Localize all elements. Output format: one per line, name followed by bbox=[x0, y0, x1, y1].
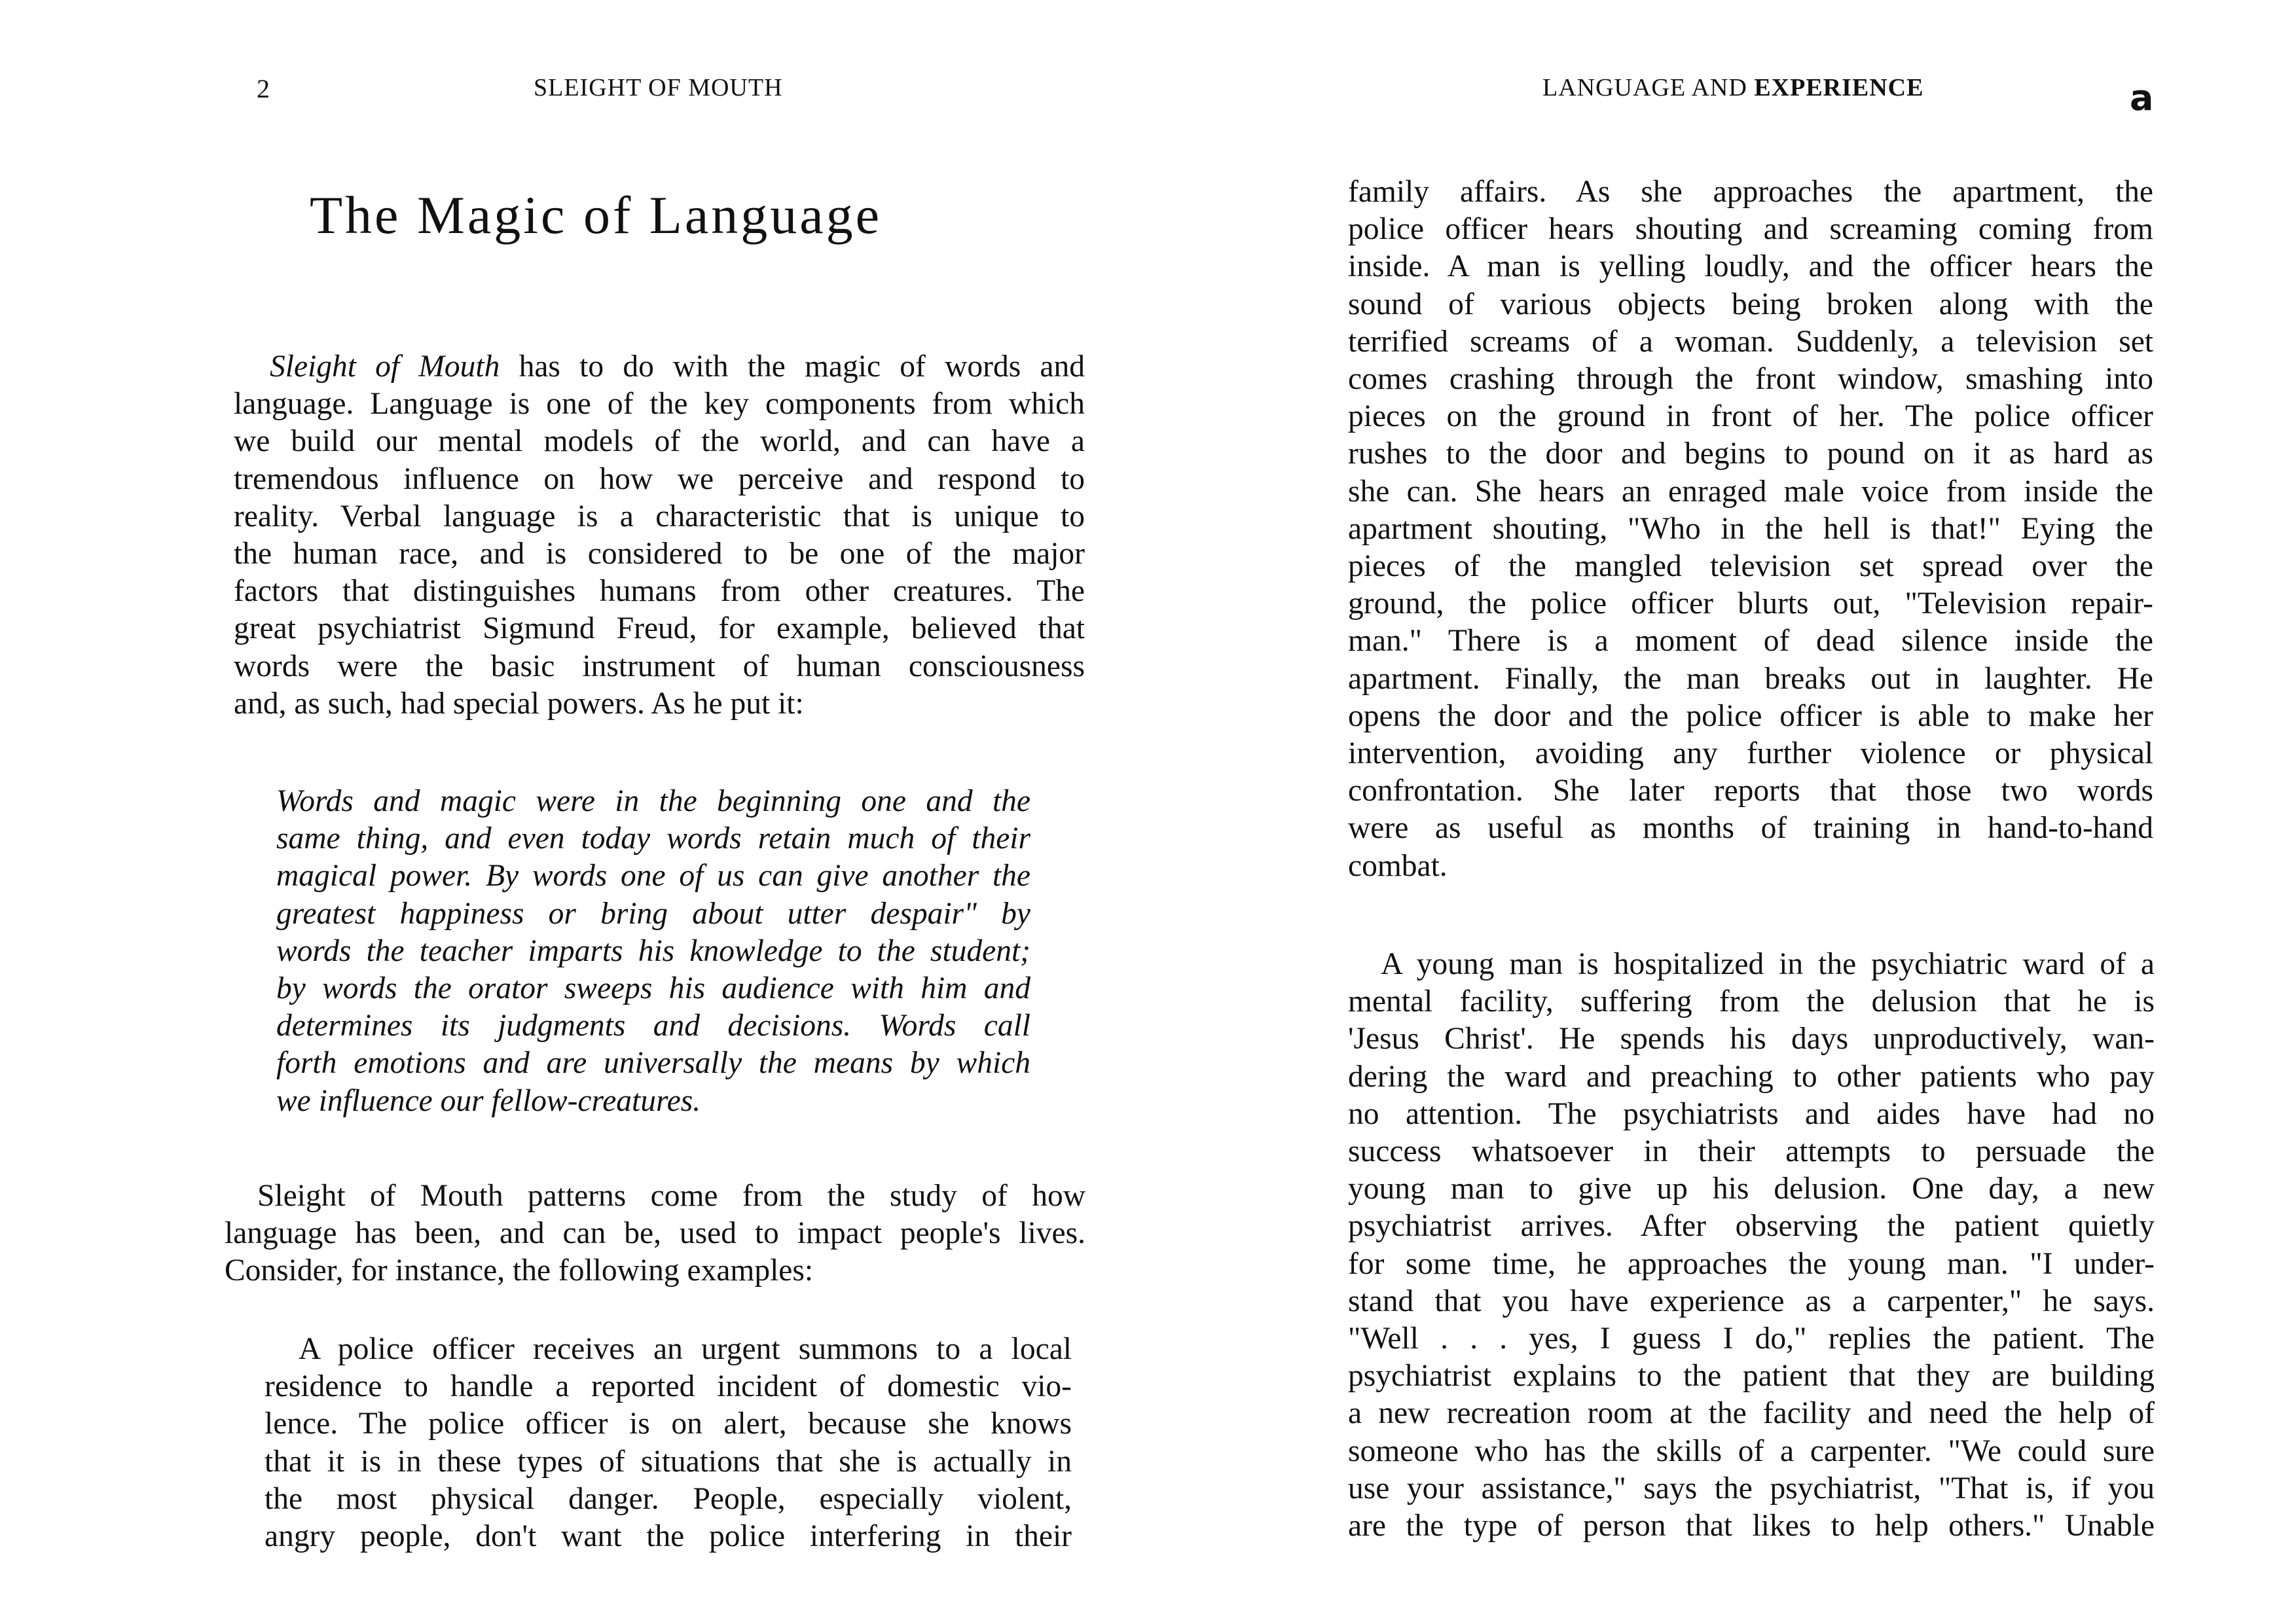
young-line: stand that you have experience as a carpenter," he says. bbox=[1348, 1284, 2155, 1318]
intro-line: the human race, and is considered to be one of the major bbox=[234, 537, 1085, 571]
sleight-line: Sleight of Mouth patterns come from the study of how bbox=[257, 1179, 1085, 1213]
intro-line: and, as such, had special powers. As he put it: bbox=[234, 686, 804, 721]
young-line: use your assistance," says the psychiatrist, "That is, if you bbox=[1348, 1471, 2155, 1505]
police-paragraph bbox=[264, 1331, 1072, 1555]
sleight-paragraph bbox=[225, 1178, 1085, 1290]
police-line: lence. The police officer is on alert, because she knows bbox=[264, 1407, 1072, 1441]
intro-paragraph bbox=[234, 348, 1085, 723]
intro-line: reality. Verbal language is a characteristic that is unique to bbox=[234, 499, 1085, 533]
running-head-right bbox=[1542, 73, 1923, 102]
intro-line bbox=[234, 348, 1085, 386]
page-number-left: 2 bbox=[257, 74, 270, 103]
young-line: young man to give up his delusion. One day, a new bbox=[1348, 1172, 2155, 1206]
intro-line: words were the basic instrument of human consciousness bbox=[234, 649, 1085, 683]
running-head-left: SLEIGHT OF MOUTH bbox=[534, 74, 783, 101]
intro-line: language. Language is one of the key components from which bbox=[234, 387, 1085, 422]
young-line: are the type of person that likes to help others." Unable bbox=[1348, 1509, 2155, 1543]
police-cont-line: comes crashing through the front window, smashing into bbox=[1348, 362, 2153, 397]
police-cont-line: rushes to the door and begins to pound on it as hard as bbox=[1348, 437, 2153, 471]
young-line: a new recreation room at the facility and need the help of bbox=[1348, 1396, 2155, 1431]
police-cont-line: sound of various objects being broken along with the bbox=[1348, 287, 2153, 321]
police-line: residence to handle a reported incident of domestic vio- bbox=[264, 1369, 1072, 1404]
police-cont-line: inside. A man is yelling loudly, and the officer hears the bbox=[1348, 249, 2153, 284]
quote-line: forth emotions and are universally the means by which bbox=[276, 1046, 1030, 1081]
police-cont-line: apartment shouting, "Who in the hell is that!" Eying the bbox=[1348, 511, 2153, 546]
quote-line: Words and magic were in the beginning one and the bbox=[276, 784, 1030, 818]
police-cont-line: opens the door and the police officer is able to make her bbox=[1348, 698, 2153, 733]
police-cont-line: family affairs. As she approaches the apartment, the bbox=[1348, 175, 2153, 209]
police-cont-line: man." There is a moment of dead silence inside the bbox=[1348, 624, 2153, 658]
young-line: mental facility, suffering from the delusion that he is bbox=[1348, 984, 2155, 1019]
sleight-line: language has been, and can be, used to impact people's lives. bbox=[225, 1216, 1085, 1251]
police-line: A police officer receives an urgent summons to a local bbox=[299, 1332, 1072, 1366]
freud-quote bbox=[276, 783, 1030, 1120]
young-man-paragraph bbox=[1348, 946, 2155, 1545]
running-head-bold: EXPERIENCE bbox=[1754, 74, 1924, 101]
young-line: dering the ward and preaching to other patients who pay bbox=[1348, 1059, 2155, 1094]
quote-line: by words the orator sweeps his audience with him and bbox=[276, 971, 1030, 1006]
young-line: for some time, he approaches the young man. "I under- bbox=[1348, 1246, 2155, 1281]
police-cont-line: combat. bbox=[1348, 848, 1448, 883]
quote-line: we influence our fellow-creatures. bbox=[276, 1083, 701, 1118]
quote-line: magical power. By words one of us can give another the bbox=[276, 859, 1030, 893]
police-line: angry people, don't want the police interfering in their bbox=[264, 1519, 1072, 1554]
police-cont-line: pieces of the mangled television set spread over the bbox=[1348, 549, 2153, 584]
page-number-right: a bbox=[2130, 77, 2154, 118]
police-cont-line: were as useful as months of training in hand-to-hand bbox=[1348, 811, 2153, 846]
police-cont-line: apartment. Finally, the man breaks out in laughter. He bbox=[1348, 661, 2153, 696]
quote-line: words the teacher imparts his knowledge to the student; bbox=[276, 933, 1030, 968]
chapter-title: The Magic of Language bbox=[309, 185, 883, 245]
young-line: 'Jesus Christ'. He spends his days unproductively, wan- bbox=[1348, 1022, 2155, 1056]
police-cont-line: pieces on the ground in front of her. The police officer bbox=[1348, 399, 2153, 434]
police-cont-line: confrontation. She later reports that those two words bbox=[1348, 774, 2153, 808]
young-line: success whatsoever in their attempts to persuade the bbox=[1348, 1134, 2155, 1169]
book-title-italic: Sleight of Mouth bbox=[270, 350, 500, 384]
police-line: the most physical danger. People, especially violent, bbox=[264, 1481, 1072, 1516]
young-line: A young man is hospitalized in the psychiatric ward of a bbox=[1381, 947, 2155, 981]
quote-line: greatest happiness or bring about utter despair" by bbox=[276, 896, 1030, 931]
intro-line: we build our mental models of the world, and can have a bbox=[234, 424, 1085, 459]
police-cont-line: ground, the police officer blurts out, "Television repair- bbox=[1348, 586, 2153, 621]
police-cont-line: she can. She hears an enraged male voice from inside the bbox=[1348, 474, 2153, 509]
intro-line: factors that distinguishes humans from other creatures. The bbox=[234, 574, 1085, 609]
police-cont-line: intervention, avoiding any further violence or physical bbox=[1348, 736, 2153, 771]
right-page bbox=[1148, 0, 2296, 1622]
quote-line: determines its judgments and decisions. Words call bbox=[276, 1009, 1030, 1043]
young-line: someone who has the skills of a carpenter. "We could sure bbox=[1348, 1433, 2155, 1468]
intro-line: great psychiatrist Sigmund Freud, for example, believed that bbox=[234, 611, 1085, 646]
police-cont-line: terrified screams of a woman. Suddenly, a television set bbox=[1348, 324, 2153, 359]
intro-line: tremendous influence on how we perceive and respond to bbox=[234, 461, 1085, 496]
police-line: that it is in these types of situations that she is actually in bbox=[264, 1444, 1072, 1479]
sleight-line: Consider, for instance, the following examples: bbox=[225, 1253, 814, 1288]
intro-line-text: has to do with the magic of words and bbox=[500, 350, 1085, 384]
young-line: psychiatrist arrives. After observing the patient quietly bbox=[1348, 1209, 2155, 1244]
young-line: no attention. The psychiatrists and aides have had no bbox=[1348, 1096, 2155, 1131]
police-paragraph-continued bbox=[1348, 173, 2153, 885]
quote-line: same thing, and even today words retain much of their bbox=[276, 821, 1030, 856]
running-head-plain: LANGUAGE AND bbox=[1542, 74, 1755, 101]
young-line: "Well . . . yes, I guess I do," replies the patient. The bbox=[1348, 1322, 2155, 1356]
police-cont-line: police officer hears shouting and screaming coming from bbox=[1348, 212, 2153, 247]
young-line: psychiatrist explains to the patient that they are building bbox=[1348, 1359, 2155, 1394]
